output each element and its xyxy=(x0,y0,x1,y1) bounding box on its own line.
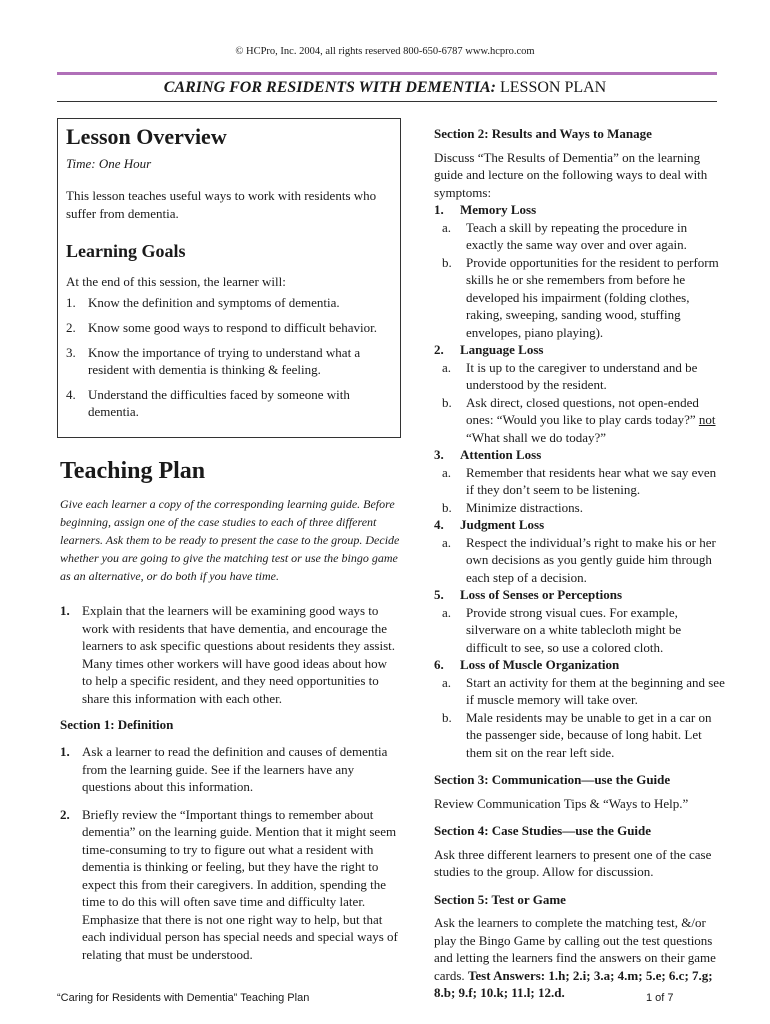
section1-item xyxy=(60,743,400,796)
copyright-line: © HCPro, Inc. 2004, all rights reserved 800-650-6787 www.hcpro.com xyxy=(235,46,535,57)
sub-letter: a. xyxy=(442,534,452,550)
emphasis-not: not xyxy=(698,412,716,427)
subsection-title: Attention Loss xyxy=(460,447,542,462)
section5-heading: Section 5: Test or Game xyxy=(434,891,566,907)
sub-item xyxy=(434,394,726,447)
goal-number: 1. xyxy=(66,295,76,310)
goal-item xyxy=(66,294,392,311)
header-rule xyxy=(57,72,717,75)
sub-letter: b. xyxy=(442,394,452,410)
sub-item xyxy=(434,219,726,254)
section3-text: Review Communication Tips & “Ways to Help.” xyxy=(434,795,689,811)
footer-title: “Caring for Residents with Dementia” Teaching Plan xyxy=(57,992,310,1004)
subsection-number: 4. xyxy=(434,517,444,532)
sub-letter: b. xyxy=(442,499,452,515)
sub-text xyxy=(466,394,726,447)
sub-item xyxy=(434,709,726,762)
subsection-title: Judgment Loss xyxy=(460,517,545,532)
sub-item xyxy=(434,604,726,657)
sub-text: Remember that residents hear what we say even if they don’t seem to be listening. xyxy=(466,464,717,497)
subsection-number: 6. xyxy=(434,657,444,672)
sub-text: Provide strong visual cues. For example, silverware on a white tablecloth might be difficult to see, so use a colored cloth. xyxy=(466,604,682,655)
sub-text: Minimize distractions. xyxy=(466,499,583,515)
sub-text: Start an activity for them at the beginning and see if muscle memory will take over. xyxy=(466,674,725,707)
sub-text: Male residents may be unable to get in a car on the passenger side, because of long habit. Let them sit on the rear left side. xyxy=(466,709,712,760)
goal-item xyxy=(66,319,392,336)
sub-text-post: “What shall we do today?” xyxy=(466,429,607,445)
sub-letter: b. xyxy=(442,254,452,270)
goal-number: 3. xyxy=(66,345,76,360)
sub-item xyxy=(434,464,726,499)
subsection-heading xyxy=(434,656,726,674)
sub-text: It is up to the caregiver to understand and be understood by the resident. xyxy=(466,359,698,392)
section5-text xyxy=(434,914,726,1002)
sub-letter: a. xyxy=(442,464,452,480)
learning-goals-heading: Learning Goals xyxy=(66,241,186,261)
sub-letter: b. xyxy=(442,709,452,725)
goal-text: Know the importance of trying to understand what a resident with dementia is thinking & feeling. xyxy=(88,345,361,377)
lesson-overview-box xyxy=(57,118,401,438)
subsection-heading xyxy=(434,586,726,604)
section1-item xyxy=(60,806,400,964)
goal-text: Understand the difficulties faced by someone with dementia. xyxy=(88,387,350,419)
goal-text: Know some good ways to respond to difficult behavior. xyxy=(88,320,377,335)
sub-letter: a. xyxy=(442,674,452,690)
subsection-heading xyxy=(434,341,726,359)
teaching-intro: Give each learner a copy of the corresponding learning guide. Before beginning, assign one of the case studies to each of three different learners. Ask them to be ready to present the case to the group. Decide whether you are going to give the matching test or use the bingo game as an alternative, or do both if you have time. xyxy=(60,497,400,583)
time-label: Time: One Hour xyxy=(66,156,152,171)
right-column xyxy=(434,125,726,1002)
page-number: 1 of 7 xyxy=(646,992,674,1004)
subsection-heading xyxy=(434,446,726,464)
item-text: Briefly review the “Important things to remember about dementia” on the learning guide. Mention that it might seem time-consuming to try to figure out what a resident with dementia is thinking or feeling, but they have the right to expect this from their caregivers. In addition, spending the time to do this will often save time and difficulty later. Emphasize that there is not one right way to help, but that each individual person has special needs and special ways of relating that must be understood. xyxy=(82,806,398,962)
section2-heading: Section 2: Results and Ways to Manage xyxy=(434,126,652,141)
document-title xyxy=(0,79,770,97)
subsection-title: Memory Loss xyxy=(460,202,537,217)
subsection-number: 2. xyxy=(434,342,444,357)
section4-heading: Section 4: Case Studies—use the Guide xyxy=(434,823,652,838)
teaching-item xyxy=(60,602,400,707)
item-text: Explain that the learners will be examining good ways to work with residents that have dementia, and encourage the learners to ask specific questions about residents they assist. Many times other workers will have good ideas about how to help a specific resident, and they need opportunities to share this information with each other. xyxy=(82,603,396,706)
goal-number: 4. xyxy=(66,387,76,402)
sub-item xyxy=(434,499,726,517)
item-number: 1. xyxy=(60,603,70,618)
subsection-heading xyxy=(434,516,726,534)
section3-heading: Section 3: Communication—use the Guide xyxy=(434,772,671,787)
sub-item xyxy=(434,254,726,342)
goal-text: Know the definition and symptoms of dementia. xyxy=(88,295,340,310)
overview-heading: Lesson Overview xyxy=(66,124,227,149)
sub-letter: a. xyxy=(442,604,452,620)
goal-item xyxy=(66,344,392,378)
title-italic: CARING FOR RESIDENTS WITH DEMENTIA: xyxy=(163,79,496,96)
teaching-plan-heading: Teaching Plan xyxy=(60,458,206,484)
section1-heading: Section 1: Definition xyxy=(60,717,174,732)
subsection-heading xyxy=(434,201,726,219)
item-number: 1. xyxy=(60,744,70,759)
sub-item xyxy=(434,534,726,587)
section5-body: Ask the learners to complete the matching test, &/or play the Bingo Game by calling out the test questions and letting the learners find the answers on their game cards. xyxy=(434,915,716,983)
subsection-title: Loss of Muscle Organization xyxy=(460,657,620,672)
overview-description: This lesson teaches useful ways to work with residents who suffer from dementia. xyxy=(66,188,377,221)
subsection-title: Loss of Senses or Perceptions xyxy=(460,587,623,602)
sub-letter: a. xyxy=(442,219,452,235)
sub-text-pre: Ask direct, closed questions, not open-ended ones: “Would you like to play cards today?” xyxy=(466,394,699,427)
subsection-number: 1. xyxy=(434,202,444,217)
title-rest: LESSON PLAN xyxy=(500,79,607,96)
item-text: Ask a learner to read the definition and causes of dementia from the learning guide. See if the learners have any questions about this information. xyxy=(82,744,388,794)
item-number: 2. xyxy=(60,806,70,822)
teaching-plan xyxy=(60,458,400,973)
goal-item xyxy=(66,386,392,420)
sub-item xyxy=(434,674,726,709)
goals-intro: At the end of this session, the learner will: xyxy=(66,274,286,289)
section2-intro: Discuss “The Results of Dementia” on the learning guide and lecture on the following ways to deal with symptoms: xyxy=(434,149,708,200)
sub-item xyxy=(434,359,726,394)
sub-text: Teach a skill by repeating the procedure in exactly the same way over and over again. xyxy=(466,219,688,252)
title-rule xyxy=(57,101,717,102)
goals-list xyxy=(66,294,392,420)
subsection-number: 5. xyxy=(434,587,444,602)
goal-number: 2. xyxy=(66,320,76,335)
test-answers: Test Answers: 1.h; 2.i; 3.a; 4.m; 5.e; 6.c; 7.g; 8.b; 9.f; 10.k; 11.l; 12.d. xyxy=(434,967,713,1000)
subsection-number: 3. xyxy=(434,447,444,462)
subsection-title: Language Loss xyxy=(460,342,544,357)
sub-text: Respect the individual’s right to make his or her own decisions as you gently guide him through each step of a decision. xyxy=(466,534,716,585)
section4-text: Ask three different learners to present one of the case studies to the group. Allow for discussion. xyxy=(434,846,712,879)
sub-letter: a. xyxy=(442,359,452,375)
sub-text: Provide opportunities for the resident to perform skills he or she remembers from before he developed his impairment (folding clothes, raking, sweeping, sanding wood, stuffing envelopes, piano playing). xyxy=(466,254,719,340)
